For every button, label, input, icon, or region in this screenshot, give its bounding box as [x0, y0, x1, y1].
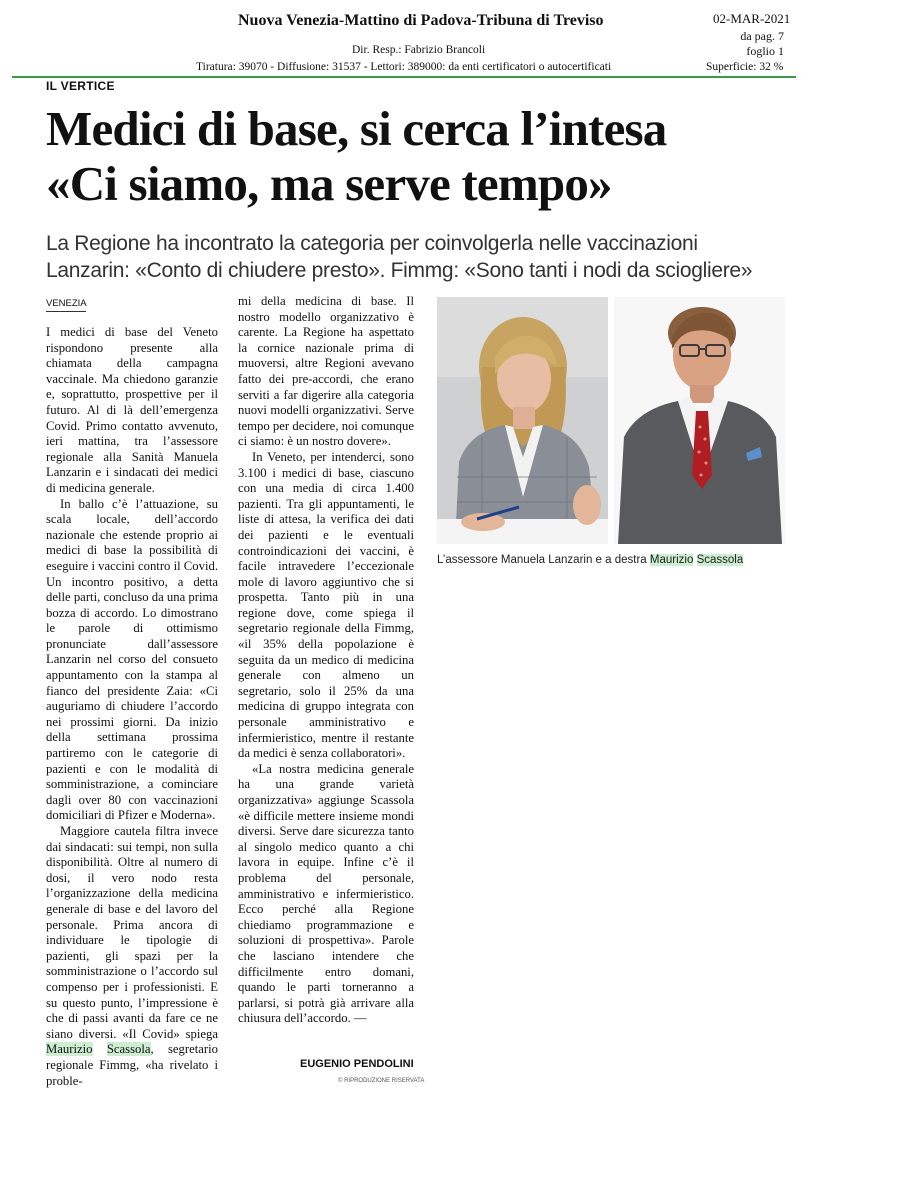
paragraph: In ballo c’è l’attuazione, su scala locale, dell’accordo nazionale che estende proprio ai medici di base la possibilità di eseguire i vaccini contro il Covid. Un incontro positivo, a detta delle parti, concluso da una prima bozza di accordo. Lo dimostrano le parole di ottimismo pronunciate dall’assessore Lanzarin nel corso del consueto appuntamento con la stampa al fianco del presidente Zaia: «Ci auguriamo di chiudere l’accordo nei prossimi giorni. Da inizio della settimana prossima partiremo con le categorie di pazienti e con le modalità di somministrazione, a cominciare dagli over 80 con vaccinazioni domiciliari di Pfizer e Moderna».	[46, 496, 218, 823]
sheet-number: foglio 1	[746, 44, 784, 58]
publication-date: 02-MAR-2021	[713, 11, 791, 26]
photo-scassola	[614, 297, 785, 544]
headline-line-1: Medici di base, si cerca l’intesa	[46, 101, 667, 156]
paragraph: mi della medicina di base. Il nostro modello organizzativo è carente. La Regione ha aspettato la cornice nazionale prima di muoversi, altre Regioni avevano fatto dei pre-accordi, che erano serviti a far digerire alla categoria nuovi modelli organizzativi. Serve tempo per decidere, noi comunque ci siamo: è un nostro dovere».	[238, 294, 414, 449]
surface-percent: Superficie: 32 %	[706, 61, 784, 73]
circulation-stats: Tiratura: 39070 - Diffusione: 31537 - Lettori: 389000: da enti certificatori o autocertificati	[196, 61, 612, 73]
article-column-1	[46, 325, 218, 1089]
article-column-2	[238, 294, 414, 1027]
photo-lanzarin-illustration	[437, 297, 608, 544]
byline: EUGENIO PENDOLINI	[300, 1058, 414, 1070]
masthead-rule	[12, 76, 796, 78]
caption-name-last: Scassola	[696, 554, 744, 566]
headline-line-2: «Ci siamo, ma serve tempo»	[46, 156, 612, 211]
caption-text: L’assessore Manuela Lanzarin e a destra	[437, 554, 650, 566]
highlighted-name-first: Maurizio	[46, 1042, 93, 1057]
article-headline	[46, 101, 666, 211]
photo-caption	[437, 554, 743, 566]
highlighted-name-last: Scassola	[106, 1042, 151, 1057]
paragraph	[46, 824, 218, 1089]
subhead-line-2: Lanzarin: «Conto di chiudere presto». Fimmg: «Sono tanti i nodi da sciogliere»	[46, 259, 753, 282]
paragraph: I medici di base del Veneto rispondono presente alla chiamata della campagna vaccinale. Ma chiedono garanzie e, soprattutto, prospettive per il futuro. Al di là dell’emergenza Covid. Primo contatto avvenuto, ieri mattina, tra l’assessore regionale alla Sanità Manuela Lanzarin e i sindacati dei medici di medicina generale.	[46, 325, 218, 495]
article-subhead	[46, 230, 752, 284]
subhead-line-1: La Regione ha incontrato la categoria per coinvolgerla nelle vaccinazioni	[46, 232, 698, 255]
article-kicker: IL VERTICE	[46, 79, 115, 93]
newspaper-title: Nuova Venezia-Mattino di Padova-Tribuna di Treviso	[238, 12, 604, 29]
paragraph: «La nostra medicina generale ha una grande varietà organizzativa» aggiunge Scassola «è difficile mettere insieme mondi diversi. Serve dare sicurezza tanto al singolo medico quanto a chi lavora in equipe. Infine c’è il problema del personale, amministrativo e infermieristico. Ecco perché alla Regione chiediamo programmazione e soluzioni di prospettiva». Parole che lasciano intendere che difficilmente entro domani, quando le parti torneranno a parlarsi, si potrà già arrivare alla chiusura dell’accordo. —	[238, 761, 414, 1026]
photo-lanzarin	[437, 297, 608, 544]
paragraph-text: , segretario regionale Fimmg, «ha rivelato i proble-	[46, 1042, 218, 1088]
photo-scassola-illustration	[614, 297, 785, 544]
section-tag: VENEZIA	[46, 298, 86, 312]
page-from: da pag. 7	[740, 29, 784, 43]
caption-name-first: Maurizio	[649, 554, 694, 566]
page-info	[734, 29, 784, 59]
paragraph-text: Maggiore cautela filtra invece dai sindacati: sui tempi, non sulla disponibilità. Oltre al numero di dosi, il vero nodo resta l’organizzazione della medicina generale di base e del lavoro del personale. Prima ancora di individuare le tipologie di pazienti, gli spazi per la somministrazione o l’accordo sul compenso per i professionisti. E su questo punto, l’impressione è che di passi avanti da fare ce ne siano diversi. «Il Covid» spiega	[46, 824, 218, 1041]
director-line: Dir. Resp.: Fabrizio Brancoli	[352, 44, 486, 56]
copyright-notice: © RIPRODUZIONE RISERVATA	[338, 1078, 425, 1084]
paragraph: In Veneto, per intenderci, sono 3.100 i medici di base, ciascuno con una media di circa 1.400 pazienti. Tra gli appuntamenti, le liste di attesa, la verifica dei dati dei pazienti e le eventuali controindicazioni dei vaccini, è facile intravedere l’eccezionale mole di lavoro aggiuntivo che si prospetta. Tanto più in una regione dove, come spiega il segretario regionale della Fimmg, «il 35% della popolazione è seguita da un medico di medicina generale con almeno un segretario, solo il 25% da una medicina di gruppo integrata con personale amministrativo e infermieristico, mentre il restante da medici è senza collaboratori».	[238, 449, 414, 761]
